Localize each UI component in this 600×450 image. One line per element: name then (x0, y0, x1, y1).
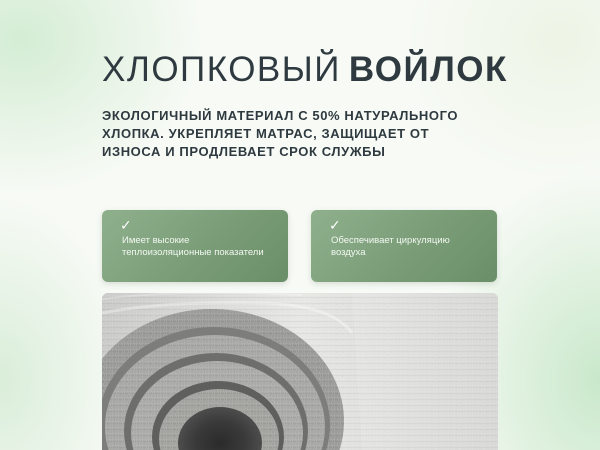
check-icon: ✓ (329, 217, 341, 233)
feature-text: Обеспечивает циркуляцию воздуха (331, 235, 450, 258)
feature-text: Имеет высокие теплоизоляционные показатели (122, 235, 264, 258)
check-icon: ✓ (120, 217, 132, 233)
felt-roll-image (102, 293, 498, 450)
title-bold: ВОЙЛОК (348, 50, 508, 89)
feature-card-airflow (311, 210, 497, 282)
felt-roll-photo (102, 293, 498, 450)
page-title (102, 49, 508, 91)
feature-card-thermal (102, 210, 288, 282)
product-description: ЭКОЛОГИЧНЫЙ МАТЕРИАЛ С 50% НАТУРАЛЬНОГО ХЛОПКА. УКРЕПЛЯЕТ МАТРАС, ЗАЩИЩАЕТ ОТ ИЗНОСА И ПРОДЛЕВАЕТ СРОК СЛУЖБЫ (102, 108, 459, 159)
title-light: ХЛОПКОВЫЙ (102, 50, 341, 89)
